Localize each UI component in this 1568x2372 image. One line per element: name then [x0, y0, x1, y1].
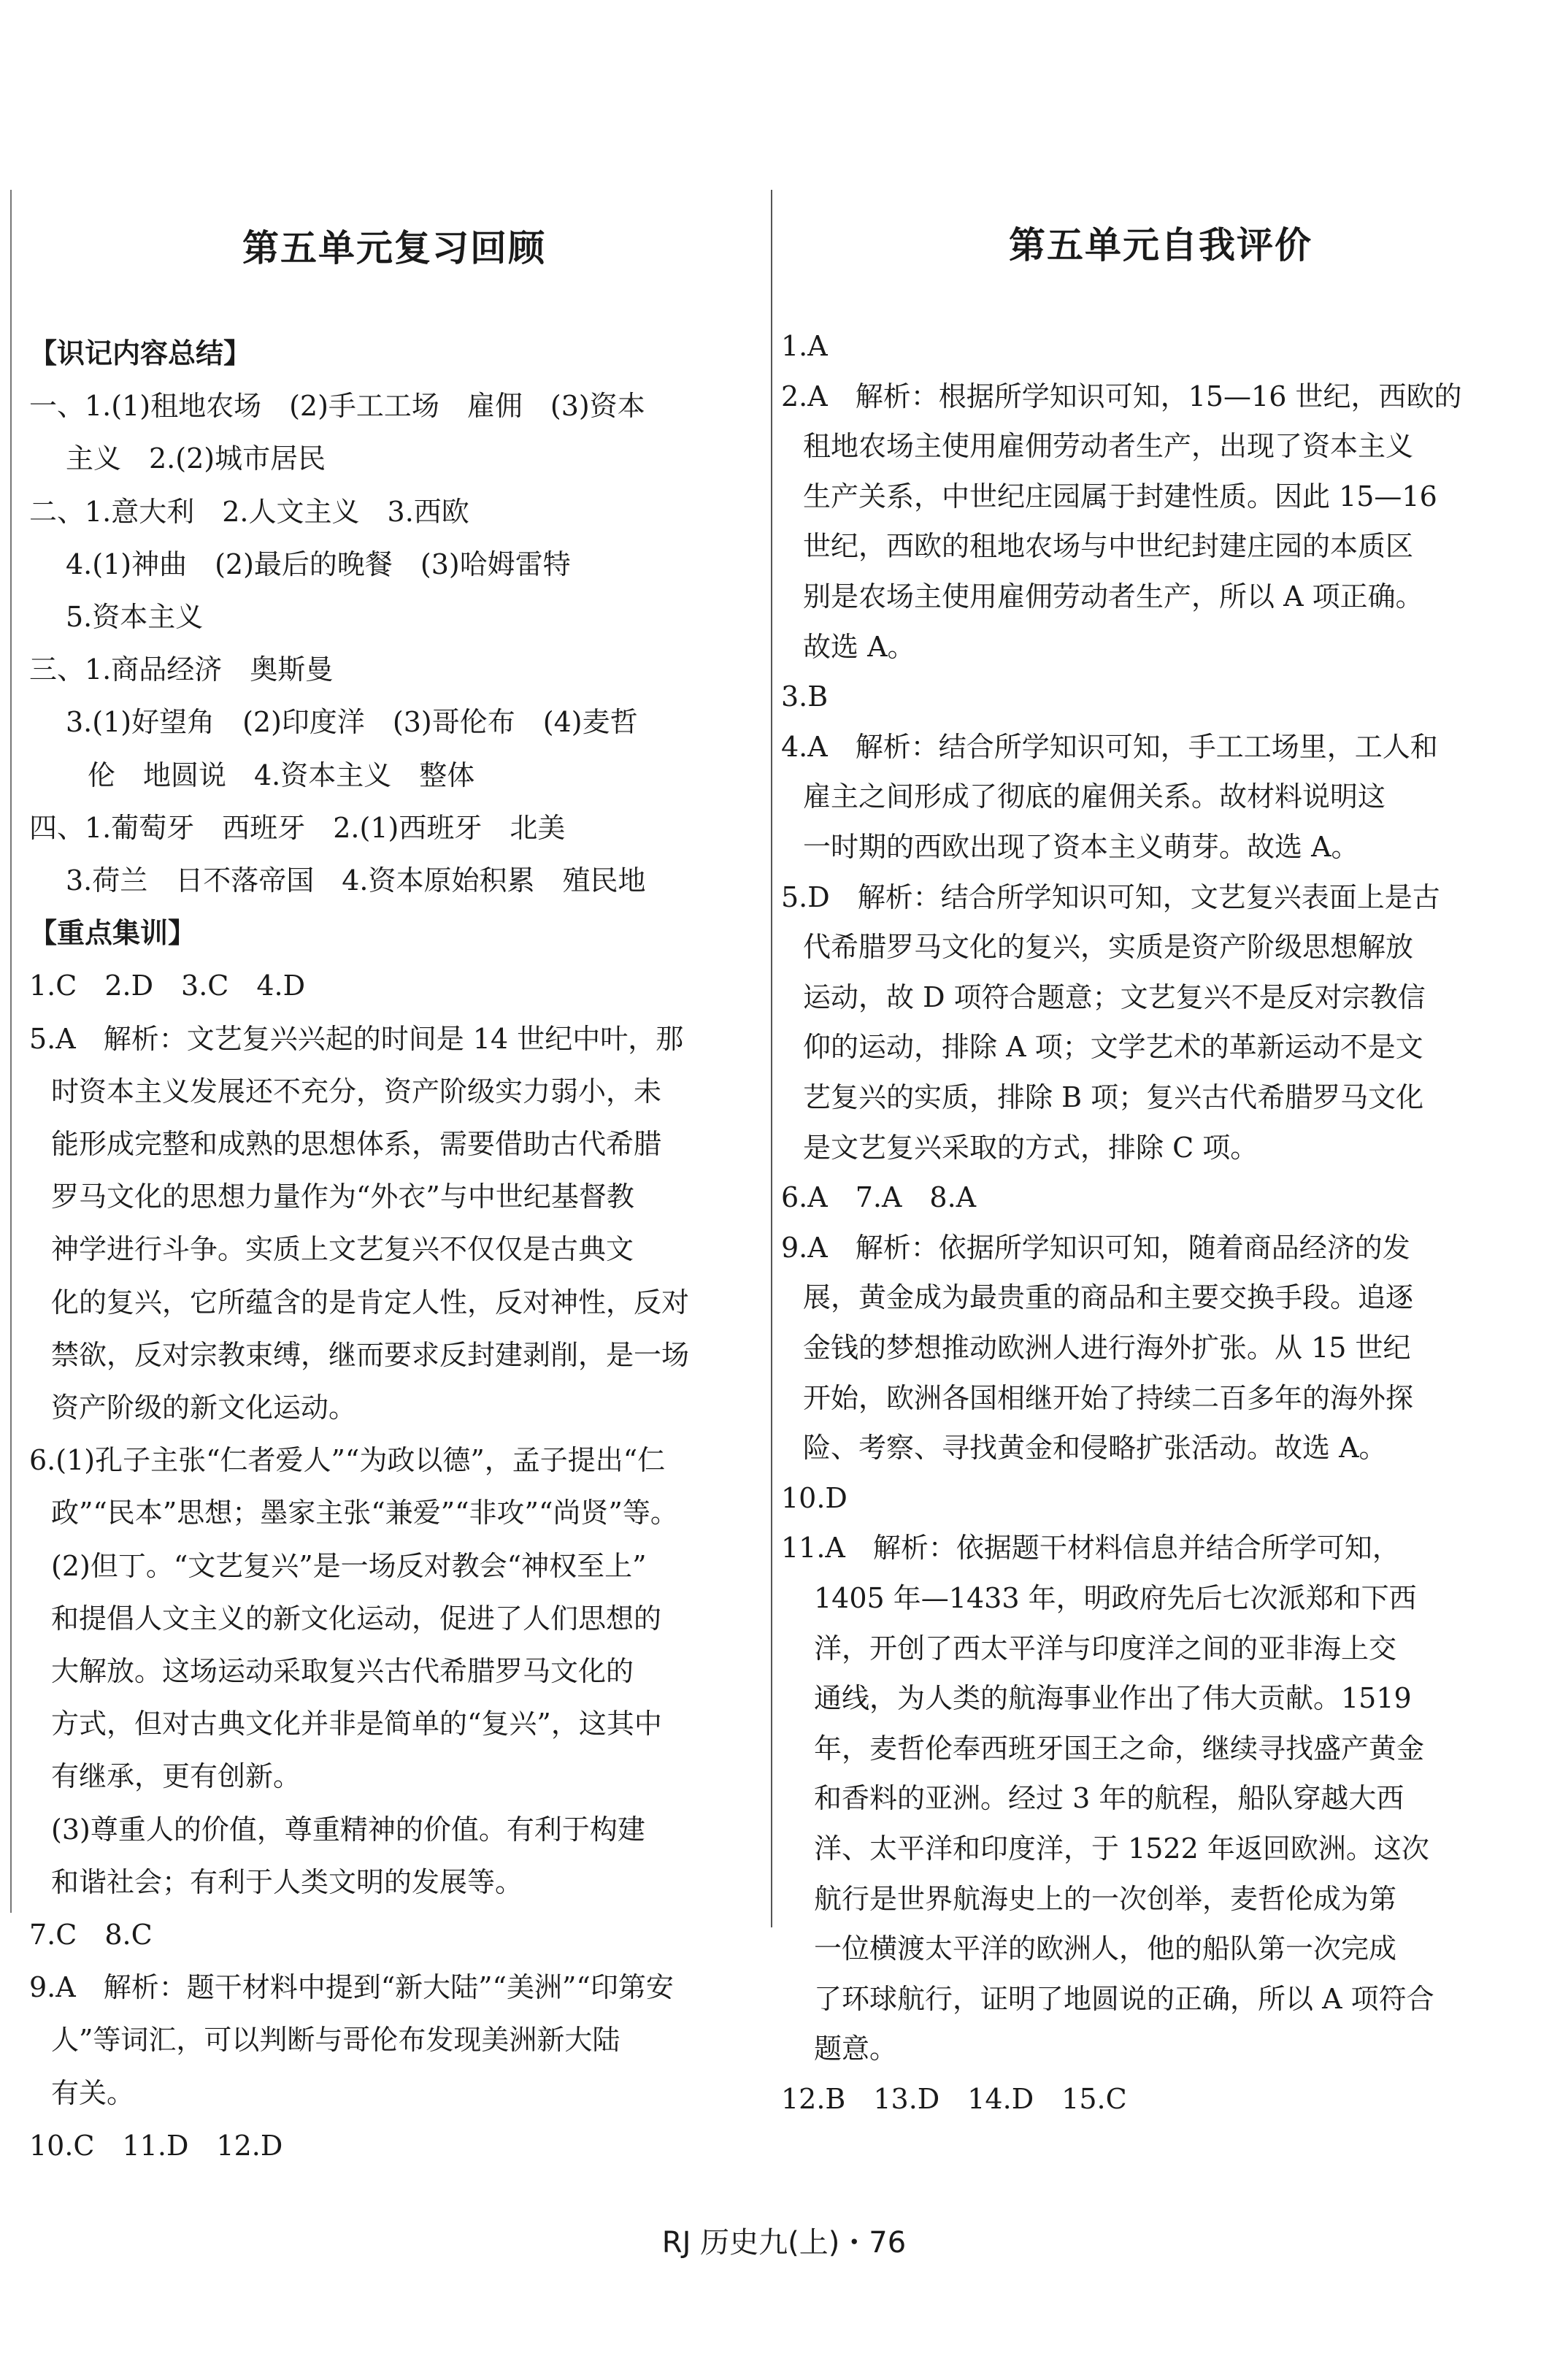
left-text-line: 10.C 11.D 12.D — [29, 2129, 283, 2162]
right-text-line: 金钱的梦想推动欧洲人进行海外扩张。从 15 世纪 — [803, 1332, 1411, 1364]
right-text-line: 租地农场主使用雇佣劳动者生产，出现了资本主义 — [803, 430, 1414, 463]
right-text-line: 运动，故 D 项符合题意；文艺复兴不是反对宗教信 — [803, 980, 1426, 1013]
left-text-line: 一、1.(1)租地农场 (2)手工工场 雇佣 (3)资本 — [29, 390, 645, 423]
right-text-line: 6.A 7.A 8.A — [781, 1181, 977, 1214]
right-text-line: 险、考察、寻找黄金和侵略扩张活动。故选 A。 — [803, 1432, 1387, 1465]
page-footer: RJ 历史九(上)・76 — [661, 2226, 907, 2260]
right-title: 第五单元自我评价 — [1009, 224, 1313, 266]
left-text-line: 方式，但对古典文化并非是简单的“复兴”，这其中 — [51, 1708, 662, 1740]
left-text-line: 【识记内容总结】 — [29, 337, 252, 369]
left-text-line: 化的复兴，它所蕴含的是肯定人性，反对神性，反对 — [51, 1286, 690, 1319]
left-text-line: 4.(1)神曲 (2)最后的晚餐 (3)哈姆雷特 — [66, 548, 571, 580]
left-text-line: 3.(1)好望角 (2)印度洋 (3)哥伦布 (4)麦哲 — [66, 706, 638, 739]
right-text-line: 故选 A。 — [803, 630, 915, 663]
right-text-line: 艺复兴的实质，排除 B 项；复兴古代希腊罗马文化 — [803, 1081, 1424, 1113]
left-text-line: 5.A 解析：文艺复兴兴起的时间是 14 世纪中叶，那 — [29, 1022, 684, 1055]
right-text-line: 雇主之间形成了彻底的雇佣关系。故材料说明这 — [803, 780, 1386, 813]
page-edge-line — [10, 190, 12, 1913]
left-text-line: 有关。 — [51, 2076, 135, 2109]
right-text-line: 4.A 解析：结合所学知识可知，手工工场里，工人和 — [781, 730, 1438, 763]
left-text-line: 人”等词汇，可以判断与哥伦布发现美洲新大陆 — [51, 2024, 620, 2057]
left-text-line: 3.荷兰 日不落帝国 4.资本原始积累 殖民地 — [66, 864, 646, 897]
right-text-line: 一时期的西欧出现了资本主义萌芽。故选 A。 — [803, 831, 1359, 863]
right-text-line: 1405 年—1433 年，明政府先后七次派郑和下西 — [814, 1582, 1417, 1614]
right-text-line: 5.D 解析：结合所学知识可知，文艺复兴表面上是古 — [781, 880, 1440, 913]
left-text-line: (3)尊重人的价值，尊重精神的价值。有利于构建 — [51, 1813, 645, 1846]
left-text-line: 二、1.意大利 2.人文主义 3.西欧 — [29, 495, 469, 528]
right-text-line: 仰的运动，排除 A 项；文学艺术的革新运动不是文 — [803, 1031, 1423, 1064]
right-text-line: 通线，为人类的航海事业作出了伟大贡献。1519 — [814, 1682, 1412, 1715]
left-text-line: 神学进行斗争。实质上文艺复兴不仅仅是古典文 — [51, 1233, 634, 1266]
left-text-line: 5.资本主义 — [66, 601, 204, 633]
left-text-line: 四、1.葡萄牙 西班牙 2.(1)西班牙 北美 — [29, 811, 566, 844]
right-text-line: 展，黄金成为最贵重的商品和主要交换手段。追逐 — [803, 1281, 1414, 1314]
left-text-line: 【重点集训】 — [29, 917, 196, 950]
right-text-line: 9.A 解析：依据所学知识可知，随着商品经济的发 — [781, 1231, 1410, 1264]
right-text-line: 年，麦哲伦奉西班牙国王之命，继续寻找盛产黄金 — [814, 1732, 1425, 1765]
left-text-line: 6.(1)孔子主张“仁者爱人”“为政以德”，孟子提出“仁 — [29, 1444, 666, 1477]
right-text-line: 2.A 解析：根据所学知识可知，15—16 世纪，西欧的 — [781, 380, 1462, 412]
right-text-line: 3.B — [781, 680, 829, 713]
left-text-line: 和提倡人文主义的新文化运动，促进了人们思想的 — [51, 1602, 662, 1635]
right-text-line: 洋、太平洋和印度洋，于 1522 年返回欧洲。这次 — [814, 1832, 1429, 1865]
right-text-line: 别是农场主使用雇佣劳动者生产，所以 A 项正确。 — [803, 580, 1423, 613]
left-text-line: 资产阶级的新文化运动。 — [51, 1392, 357, 1424]
right-text-line: 题意。 — [814, 2033, 898, 2065]
right-text-line: 洋，开创了西太平洋与印度洋之间的亚非海上交 — [814, 1632, 1397, 1665]
right-text-line: 11.A 解析：依据题干材料信息并结合所学可知， — [781, 1532, 1400, 1565]
right-text-line: 开始，欧洲各国相继开始了持续二百多年的海外探 — [803, 1381, 1414, 1414]
left-text-line: 罗马文化的思想力量作为“外衣”与中世纪基督教 — [51, 1181, 634, 1213]
right-text-line: 航行是世界航海史上的一次创举，麦哲伦成为第 — [814, 1882, 1397, 1915]
right-text-line: 一位横渡太平洋的欧洲人，他的船队第一次完成 — [814, 1932, 1397, 1965]
left-text-line: 1.C 2.D 3.C 4.D — [29, 970, 306, 1002]
left-text-line: 7.C 8.C — [29, 1919, 153, 1951]
right-text-line: 和香料的亚洲。经过 3 年的航程，船队穿越大西 — [814, 1782, 1404, 1815]
right-text-line: 是文艺复兴采取的方式，排除 C 项。 — [803, 1131, 1258, 1164]
left-text-line: 能形成完整和成熟的思想体系，需要借助古代希腊 — [51, 1128, 662, 1160]
left-text-line: 有继承，更有创新。 — [51, 1760, 301, 1793]
right-text-line: 1.A — [781, 330, 828, 362]
left-title: 第五单元复习回顾 — [242, 227, 546, 269]
right-text-line: 生产关系，中世纪庄园属于封建性质。因此 15—16 — [803, 480, 1437, 513]
left-text-line: 时资本主义发展还不充分，资产阶级实力弱小，未 — [51, 1075, 662, 1108]
left-text-line: 三、1.商品经济 奥斯曼 — [29, 653, 334, 686]
left-text-line: (2)但丁。“文艺复兴”是一场反对教会“神权至上” — [51, 1549, 647, 1582]
left-text-line: 主义 2.(2)城市居民 — [66, 442, 326, 475]
right-text-line: 代希腊罗马文化的复兴，实质是资产阶级思想解放 — [803, 931, 1414, 964]
left-text-line: 和谐社会；有利于人类文明的发展等。 — [51, 1865, 523, 1898]
right-text-line: 10.D — [781, 1481, 848, 1514]
right-text-line: 12.B 13.D 14.D 15.C — [781, 2083, 1127, 2115]
left-text-line: 禁欲，反对宗教束缚，继而要求反封建剥削，是一场 — [51, 1338, 690, 1371]
right-text-line: 世纪，西欧的租地农场与中世纪封建庄园的本质区 — [803, 530, 1414, 563]
left-text-line: 伦 地圆说 4.资本主义 整体 — [88, 759, 475, 791]
right-text-line: 了环球航行，证明了地圆说的正确，所以 A 项符合 — [814, 1982, 1434, 2015]
column-divider — [771, 190, 772, 1927]
left-text-line: 9.A 解析：题干材料中提到“新大陆”“美洲”“印第安 — [29, 1971, 674, 2004]
left-text-line: 大解放。这场运动采取复兴古代希腊罗马文化的 — [51, 1655, 634, 1687]
left-text-line: 政”“民本”思想；墨家主张“兼爱”“非攻”“尚贤”等。 — [51, 1497, 678, 1529]
